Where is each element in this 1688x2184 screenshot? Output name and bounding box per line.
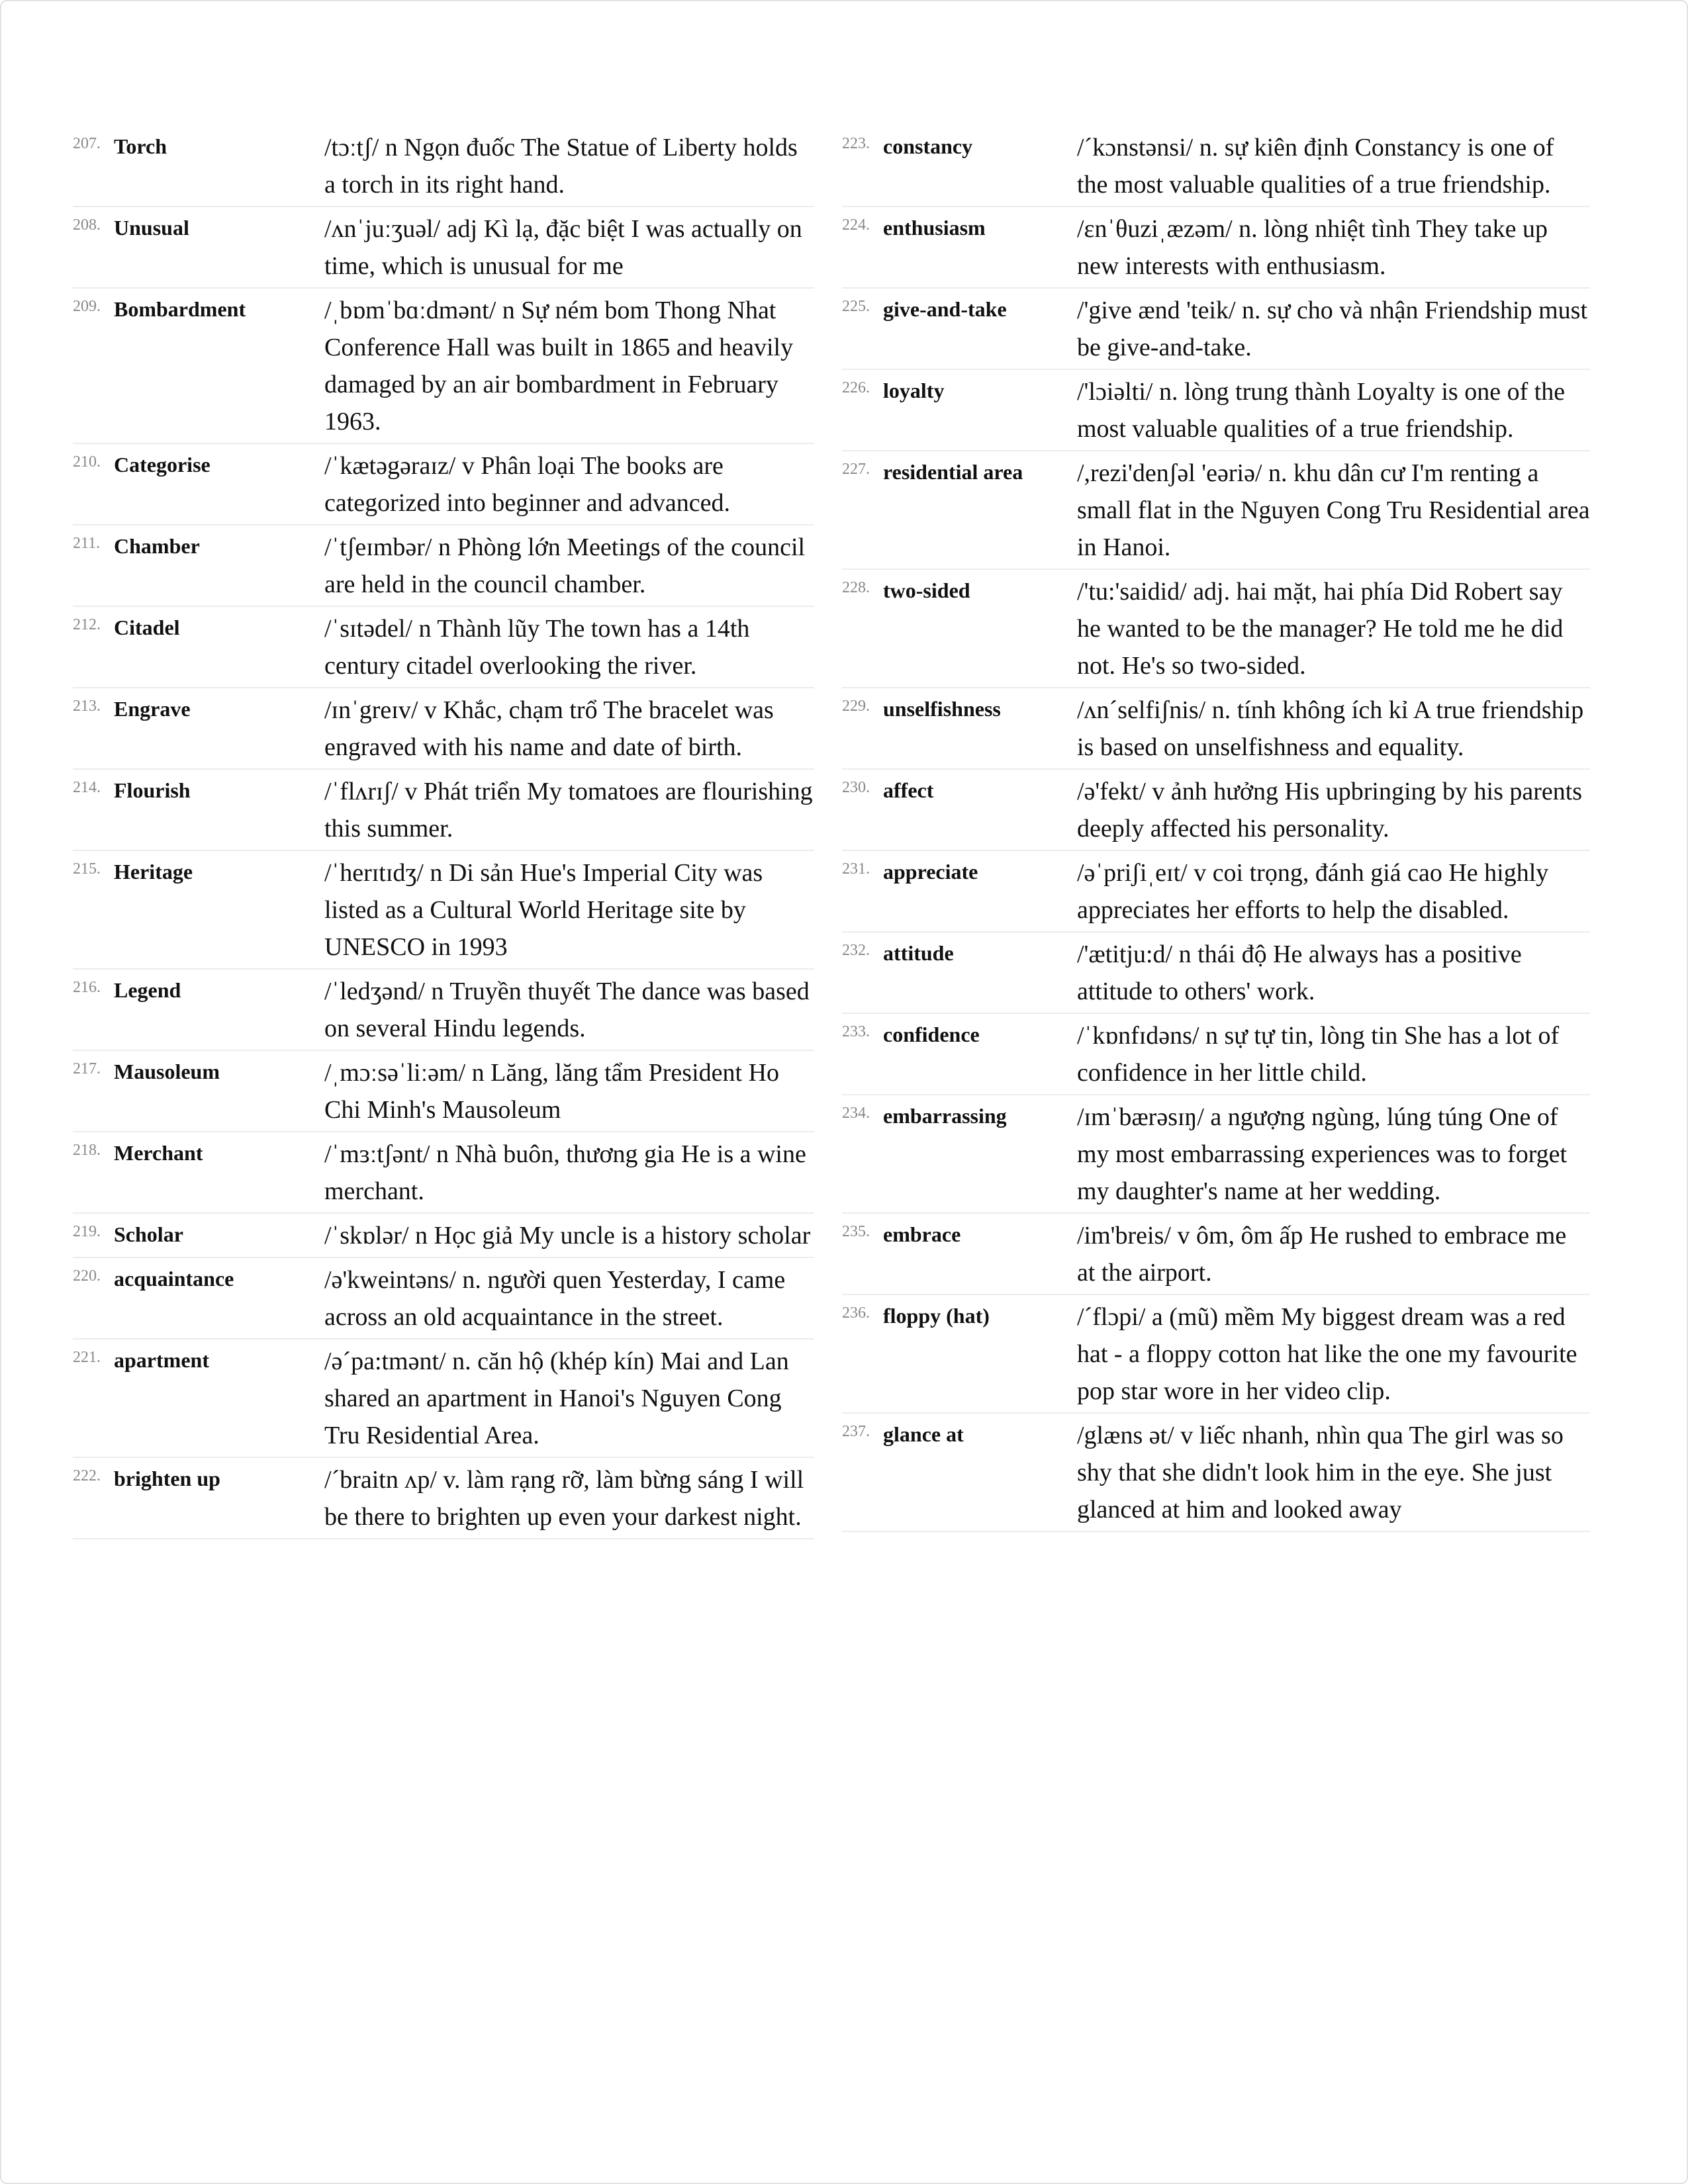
entry-word: Engrave: [114, 697, 191, 721]
entry-word: attitude: [883, 941, 954, 965]
vocab-entry: [842, 770, 1590, 851]
entry-number: 214.: [73, 779, 101, 796]
vocab-entry: [73, 688, 814, 770]
entry-definition: /ˈmɜːtʃənt/ n Nhà buôn, thương gia He is a wine merchant.: [324, 1140, 806, 1205]
vocab-entry: [73, 1132, 814, 1214]
entry-number: 234.: [842, 1105, 870, 1122]
entry-number: 237.: [842, 1423, 870, 1440]
row-divider: [73, 1538, 814, 1539]
entry-word: embrace: [883, 1222, 961, 1246]
entry-definition: /'give ænd 'teik/ n. sự cho và nhận Friendship must be give-and-take.: [1077, 296, 1588, 361]
entry-definition: /ə'kweintəns/ n. người quen Yesterday, I came across an old acquaintance in the street.: [324, 1266, 786, 1331]
entry-number: 224.: [842, 216, 870, 234]
entry-definition: /ˈledʒənd/ n Truyền thuyết The dance was based on several Hindu legends.: [324, 978, 810, 1042]
entry-number: 219.: [73, 1223, 101, 1240]
entry-definition: /əˈpriʃiˌeɪt/ v coi trọng, đánh giá cao He highly appreciates her efforts to help the disabled.: [1077, 859, 1549, 924]
vocab-entry: [842, 1214, 1590, 1295]
vocab-entry: [73, 1458, 814, 1539]
entry-number: 209.: [73, 298, 101, 315]
entry-word: Flourish: [114, 778, 191, 802]
entry-definition: /ˈsɪtədel/ n Thành lũy The town has a 14th century citadel overlooking the river.: [324, 615, 750, 680]
entry-word: residential area: [883, 460, 1023, 484]
vocab-entry: [842, 207, 1590, 289]
vocab-entry: [73, 525, 814, 607]
entry-word: appreciate: [883, 860, 978, 884]
entry-definition: /´braitn ʌp/ v. làm rạng rỡ, làm bừng sáng I will be there to brighten up even your darkest night.: [324, 1466, 804, 1531]
entry-word: brighten up: [114, 1467, 220, 1490]
entry-number: 217.: [73, 1060, 101, 1077]
vocabulary-column-left: [73, 126, 814, 1539]
entry-number: 211.: [73, 535, 101, 552]
vocab-entry: [73, 970, 814, 1051]
entry-definition: /ʌnˈjuːʒuəl/ adj Kì lạ, đặc biệt I was actually on time, which is unusual for me: [324, 215, 802, 280]
entry-word: Chamber: [114, 534, 200, 558]
vocab-entry: [73, 1340, 814, 1458]
vocab-entry: [842, 933, 1590, 1014]
entry-definition: /ʌn´selfiʃnis/ n. tính không ích kỉ A true friendship is based on unselfishness and equality.: [1077, 696, 1584, 761]
entry-number: 230.: [842, 779, 870, 796]
vocab-entry: [842, 370, 1590, 451]
entry-definition: /ˈkɒnfɪdəns/ n sự tự tin, lòng tin She has a lot of confidence in her little child.: [1077, 1022, 1560, 1087]
vocab-entry: [73, 770, 814, 851]
entry-word: Unusual: [114, 216, 189, 240]
entry-definition: /ɛnˈθuziˌæzəm/ n. lòng nhiệt tình They take up new interests with enthusiasm.: [1077, 215, 1548, 280]
entry-word: Bombardment: [114, 297, 246, 321]
entry-word: Citadel: [114, 615, 180, 639]
entry-number: 231.: [842, 860, 870, 878]
vocab-entry: [842, 451, 1590, 570]
entry-word: apartment: [114, 1348, 209, 1372]
entry-number: 216.: [73, 979, 101, 996]
entry-number: 221.: [73, 1349, 101, 1366]
vocab-entry: [842, 688, 1590, 770]
entry-word: affect: [883, 778, 934, 802]
entry-number: 208.: [73, 216, 101, 234]
entry-number: 235.: [842, 1223, 870, 1240]
vocab-entry: [842, 570, 1590, 688]
entry-word: Torch: [114, 134, 167, 158]
vocab-entry: [73, 444, 814, 525]
entry-definition: /ˈherɪtɪdʒ/ n Di sản Hue's Imperial City was listed as a Cultural World Heritage site by UNESCO in 1993: [324, 859, 763, 961]
vocab-entry: [73, 607, 814, 688]
vocab-entry: [842, 851, 1590, 933]
entry-word: Merchant: [114, 1141, 203, 1165]
entry-number: 223.: [842, 135, 870, 152]
entry-number: 233.: [842, 1023, 870, 1040]
entry-definition: /ə´pa:tmənt/ n. căn hộ (khép kín) Mai and Lan shared an apartment in Hanoi's Nguyen Cong Tru Residential Area.: [324, 1347, 789, 1449]
row-divider: [842, 1531, 1590, 1532]
entry-definition: /ˈskɒlər/ n Học giả My uncle is a history scholar: [324, 1222, 811, 1250]
entry-definition: /tɔːtʃ/ n Ngọn đuốc The Statue of Liberty holds a torch in its right hand.: [324, 134, 798, 199]
entry-word: unselfishness: [883, 697, 1001, 721]
entry-number: 228.: [842, 579, 870, 596]
entry-word: acquaintance: [114, 1267, 234, 1291]
entry-number: 229.: [842, 698, 870, 715]
entry-number: 222.: [73, 1467, 101, 1484]
entry-definition: /'ætitju:d/ n thái độ He always has a positive attitude to others' work.: [1077, 940, 1522, 1005]
vocab-entry: [73, 207, 814, 289]
vocab-entry: [73, 289, 814, 444]
vocab-entry: [842, 1095, 1590, 1214]
entry-number: 225.: [842, 298, 870, 315]
entry-word: confidence: [883, 1023, 980, 1046]
entry-word: give-and-take: [883, 297, 1007, 321]
entry-definition: /'tu:'saidid/ adj. hai mặt, hai phía Did Robert say he wanted to be the manager? He told me he did not. He's so two-sided.: [1077, 578, 1564, 680]
entry-word: Categorise: [114, 453, 211, 477]
entry-definition: /im'breis/ v ôm, ôm ấp He rushed to embrace me at the airport.: [1077, 1222, 1567, 1287]
vocab-entry: [73, 126, 814, 207]
entry-word: constancy: [883, 134, 973, 158]
entry-number: 215.: [73, 860, 101, 878]
entry-definition: /ɪmˈbærəsɪŋ/ a ngượng ngùng, lúng túng One of my most embarrassing experiences was to forget my daughter's name at her wedding.: [1077, 1103, 1568, 1205]
vocab-entry: [73, 1214, 814, 1258]
entry-definition: /ˈflʌrɪʃ/ v Phát triển My tomatoes are flourishing this summer.: [324, 778, 813, 842]
vocab-entry: [842, 126, 1590, 207]
entry-definition: /ˌmɔːsəˈliːəm/ n Lăng, lăng tẩm President Ho Chi Minh's Mausoleum: [324, 1059, 780, 1124]
entry-definition: /'lɔiəlti/ n. lòng trung thành Loyalty is one of the most valuable qualities of a true friendship.: [1077, 378, 1566, 443]
vocab-entry: [842, 1014, 1590, 1095]
entry-number: 210.: [73, 453, 101, 471]
entry-number: 227.: [842, 461, 870, 478]
vocab-entry: [842, 289, 1590, 370]
entry-word: floppy (hat): [883, 1304, 990, 1328]
entry-definition: /glæns ət/ v liếc nhanh, nhìn qua The girl was so shy that she didn't look him in the eye. She just glanced at him and looked away: [1077, 1422, 1564, 1524]
entry-number: 207.: [73, 135, 101, 152]
vocab-entry: [73, 1258, 814, 1340]
entry-word: Scholar: [114, 1222, 183, 1246]
vocab-entry: [73, 1051, 814, 1132]
entry-definition: /ɪnˈgreɪv/ v Khắc, chạm trổ The bracelet was engraved with his name and date of birth.: [324, 696, 774, 761]
entry-word: Mausoleum: [114, 1060, 220, 1083]
vocab-entry: [842, 1414, 1590, 1532]
entry-number: 232.: [842, 942, 870, 959]
entry-definition: /,rezi'denʃəl 'eəriə/ n. khu dân cư I'm renting a small flat in the Nguyen Cong Tru Residential area in Hanoi.: [1077, 459, 1590, 561]
entry-word: Legend: [114, 978, 181, 1002]
entry-number: 226.: [842, 379, 870, 396]
entry-number: 218.: [73, 1142, 101, 1159]
entry-word: two-sided: [883, 578, 970, 602]
entry-definition: /ˌbɒmˈbɑːdmənt/ n Sự ném bom Thong Nhat Conference Hall was built in 1865 and heavily damaged by an air bombardment in February 1963.: [324, 296, 794, 435]
entry-word: enthusiasm: [883, 216, 986, 240]
entry-definition: /ˈkætəgəraɪz/ v Phân loại The books are categorized into beginner and advanced.: [324, 452, 730, 517]
entry-number: 213.: [73, 698, 101, 715]
vocabulary-column-right: [842, 126, 1590, 1532]
entry-number: 212.: [73, 616, 101, 633]
entry-definition: /´flɔpi/ a (mũ) mềm My biggest dream was a red hat - a floppy cotton hat like the one my favourite pop star wore in her video clip.: [1077, 1303, 1577, 1405]
entry-word: glance at: [883, 1422, 964, 1446]
entry-word: Heritage: [114, 860, 193, 884]
entry-number: 236.: [842, 1304, 870, 1322]
entry-definition: /´kɔnstənsi/ n. sự kiên định Constancy is one of the most valuable qualities of a true friendship.: [1077, 134, 1554, 199]
entry-definition: /ə'fekt/ v ảnh hưởng His upbringing by his parents deeply affected his personality.: [1077, 778, 1583, 842]
entry-word: loyalty: [883, 379, 945, 402]
entry-word: embarrassing: [883, 1104, 1007, 1128]
entry-definition: /ˈtʃeɪmbər/ n Phòng lớn Meetings of the council are held in the council chamber.: [324, 533, 806, 598]
entry-number: 220.: [73, 1267, 101, 1285]
vocab-entry: [73, 851, 814, 970]
vocab-entry: [842, 1295, 1590, 1414]
